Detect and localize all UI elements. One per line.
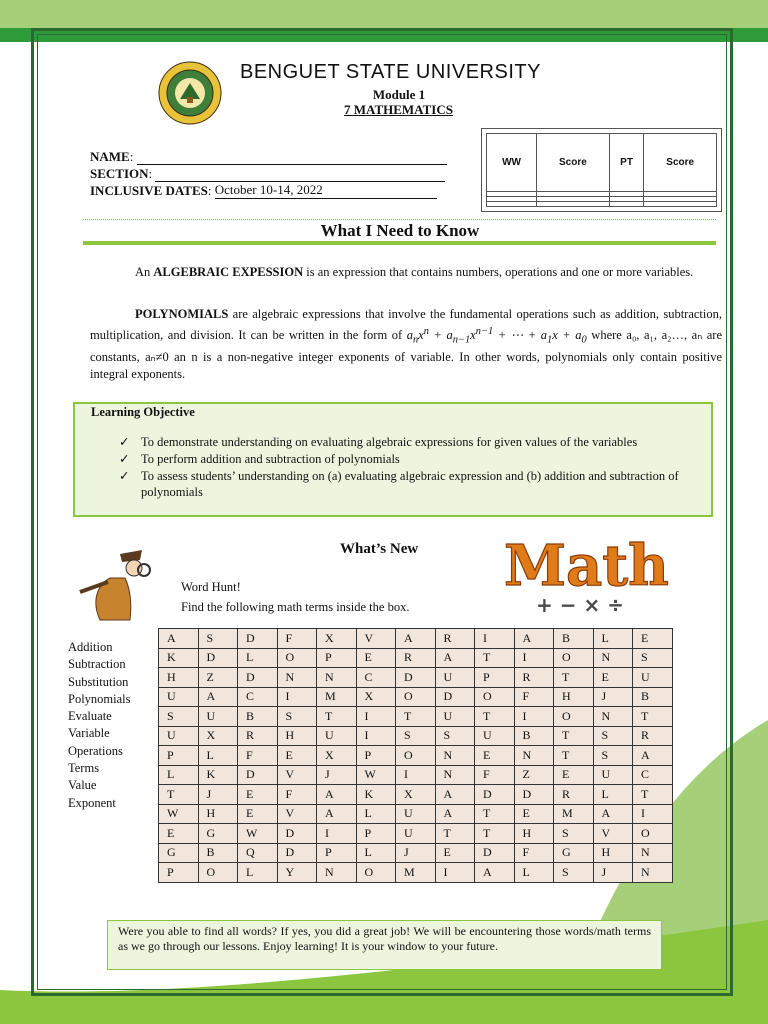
grid-letter-cell[interactable]: K [356, 785, 396, 805]
grid-letter-cell[interactable]: D [238, 668, 278, 688]
subject-label: 7 MATHEMATICS [344, 102, 453, 117]
learning-objective-title: Learning Objective [91, 405, 195, 419]
section-title-need-to-know: What I Need to Know [320, 221, 480, 240]
grid-letter-cell[interactable]: E [159, 824, 199, 844]
grid-letter-cell[interactable]: I [277, 687, 317, 707]
dates-value: October 10-14, 2022 [214, 182, 323, 197]
grid-letter-cell[interactable]: T [554, 668, 594, 688]
grid-letter-cell[interactable]: R [633, 726, 673, 746]
grid-letter-cell[interactable]: U [593, 765, 633, 785]
grid-letter-cell[interactable]: J [593, 863, 633, 883]
grid-letter-cell[interactable]: N [514, 746, 554, 766]
grid-letter-cell[interactable]: I [514, 648, 554, 668]
grid-letter-cell[interactable]: I [475, 629, 515, 649]
grid-letter-cell[interactable]: U [435, 668, 475, 688]
grid-letter-cell[interactable]: D [435, 687, 475, 707]
grid-row [159, 785, 673, 805]
grid-letter-cell[interactable]: S [435, 726, 475, 746]
score-cell[interactable] [644, 202, 717, 207]
university-seal-logo [158, 61, 222, 125]
grid-letter-cell[interactable]: V [356, 629, 396, 649]
grid-letter-cell[interactable]: I [435, 863, 475, 883]
grid-letter-cell[interactable]: A [317, 804, 357, 824]
grid-letter-cell[interactable]: F [238, 746, 278, 766]
score-header-score: Score [537, 134, 610, 192]
grid-letter-cell[interactable]: N [317, 668, 357, 688]
checkmark-icon: ✓ [119, 469, 130, 483]
grid-letter-cell[interactable]: S [593, 726, 633, 746]
grid-letter-cell[interactable]: F [514, 843, 554, 863]
grid-letter-cell[interactable]: A [475, 863, 515, 883]
grid-letter-cell[interactable]: T [554, 746, 594, 766]
grid-letter-cell[interactable]: T [317, 707, 357, 727]
grid-letter-cell[interactable]: S [554, 863, 594, 883]
grid-letter-cell[interactable]: D [475, 785, 515, 805]
word-hunt-label: Word Hunt! [181, 580, 241, 594]
grid-letter-cell[interactable]: M [396, 863, 436, 883]
grid-letter-cell[interactable]: L [238, 648, 278, 668]
grid-letter-cell[interactable]: L [593, 785, 633, 805]
score-cell[interactable] [609, 202, 644, 207]
name-label: NAME [90, 149, 130, 164]
grid-letter-cell[interactable]: Y [277, 863, 317, 883]
term-item: Variable [68, 726, 110, 741]
grid-letter-cell[interactable]: L [159, 765, 199, 785]
grid-letter-cell[interactable]: E [633, 629, 673, 649]
objective-item: ✓ To demonstrate understanding on evaluating algebraic expressions for given values of the variables [119, 435, 638, 449]
grid-letter-cell[interactable]: B [238, 707, 278, 727]
term-item: Operations [68, 743, 123, 758]
grid-letter-cell[interactable]: U [633, 668, 673, 688]
grid-letter-cell[interactable]: X [317, 746, 357, 766]
grid-letter-cell[interactable]: I [356, 707, 396, 727]
grid-letter-cell[interactable]: E [238, 804, 278, 824]
term-item: Substitution [68, 674, 129, 689]
grid-letter-cell[interactable]: A [435, 804, 475, 824]
closing-message-box [107, 920, 662, 970]
grid-letter-cell[interactable]: U [159, 726, 199, 746]
grid-letter-cell[interactable]: R [396, 648, 436, 668]
grid-letter-cell[interactable]: P [317, 648, 357, 668]
grid-letter-cell[interactable]: T [554, 726, 594, 746]
grid-letter-cell[interactable]: B [198, 843, 238, 863]
grid-letter-cell[interactable]: T [475, 707, 515, 727]
grid-letter-cell[interactable]: E [593, 668, 633, 688]
term-item: Terms [68, 761, 100, 776]
grid-letter-cell[interactable]: N [633, 843, 673, 863]
grid-letter-cell[interactable]: D [277, 824, 317, 844]
grid-letter-cell[interactable]: I [396, 765, 436, 785]
grid-letter-cell[interactable]: J [593, 687, 633, 707]
grid-letter-cell[interactable]: N [435, 765, 475, 785]
grid-letter-cell[interactable]: P [317, 843, 357, 863]
grid-letter-cell[interactable]: N [277, 668, 317, 688]
grid-letter-cell[interactable]: R [554, 785, 594, 805]
grid-letter-cell[interactable]: I [356, 726, 396, 746]
section-title-whats-new: What’s New [340, 541, 419, 557]
term-item: Subtraction [68, 657, 126, 672]
term-algebraic-expression: ALGEBRAIC EXPESSION [153, 265, 304, 279]
module-label: Module 1 [372, 87, 426, 102]
grid-letter-cell[interactable]: U [435, 707, 475, 727]
grid-letter-cell[interactable]: S [396, 726, 436, 746]
grid-row [159, 863, 673, 883]
grid-letter-cell[interactable]: P [159, 863, 199, 883]
grid-letter-cell[interactable]: D [198, 648, 238, 668]
grid-letter-cell[interactable]: Q [238, 843, 278, 863]
grid-letter-cell[interactable]: W [159, 804, 199, 824]
grid-letter-cell[interactable]: S [593, 746, 633, 766]
grid-row [159, 804, 673, 824]
grid-letter-cell[interactable]: F [277, 785, 317, 805]
grid-letter-cell[interactable]: U [198, 707, 238, 727]
grid-row [159, 687, 673, 707]
score-cell[interactable] [537, 202, 610, 207]
grid-letter-cell[interactable]: N [593, 707, 633, 727]
grid-letter-cell[interactable]: V [593, 824, 633, 844]
grid-letter-cell[interactable]: U [396, 804, 436, 824]
term-item: Addition [68, 640, 113, 654]
grid-letter-cell[interactable]: O [198, 863, 238, 883]
grid-letter-cell[interactable]: A [159, 629, 199, 649]
grid-letter-cell[interactable]: E [238, 785, 278, 805]
grid-letter-cell[interactable]: H [159, 668, 199, 688]
grid-letter-cell[interactable]: W [356, 765, 396, 785]
grid-letter-cell[interactable]: D [277, 843, 317, 863]
grid-letter-cell[interactable]: D [514, 785, 554, 805]
grid-row [159, 726, 673, 746]
grid-row [159, 824, 673, 844]
closing-message: Were you able to find all words? If yes, you did a great job! We will be encountering those words/math terms as we go through our lessons. Enjoy learning! It is your window to your future. [118, 924, 651, 953]
grid-letter-cell[interactable]: D [475, 843, 515, 863]
grid-letter-cell[interactable]: J [317, 765, 357, 785]
university-name: BENGUET STATE UNIVERSITY [240, 61, 541, 83]
grid-letter-cell[interactable]: P [356, 824, 396, 844]
score-header-ww: WW [487, 134, 537, 192]
learning-objective-box [73, 402, 713, 517]
math-word-art [500, 530, 710, 615]
grid-letter-cell[interactable]: O [633, 824, 673, 844]
grid-letter-cell[interactable]: U [317, 726, 357, 746]
grid-letter-cell[interactable]: U [159, 687, 199, 707]
grid-letter-cell[interactable]: G [159, 843, 199, 863]
grid-letter-cell[interactable]: R [238, 726, 278, 746]
green-divider [83, 241, 716, 245]
grid-letter-cell[interactable]: F [475, 765, 515, 785]
dates-label: INCLUSIVE DATES [90, 183, 208, 198]
grid-letter-cell[interactable]: C [356, 668, 396, 688]
grid-letter-cell[interactable]: N [317, 863, 357, 883]
grid-letter-cell[interactable]: A [593, 804, 633, 824]
grid-letter-cell[interactable]: H [514, 824, 554, 844]
score-header-pt: PT [609, 134, 644, 192]
grid-letter-cell[interactable]: T [633, 707, 673, 727]
grid-letter-cell[interactable]: T [435, 824, 475, 844]
grid-letter-cell[interactable]: O [396, 687, 436, 707]
grid-letter-cell[interactable]: O [356, 863, 396, 883]
grid-row [159, 668, 673, 688]
grid-letter-cell[interactable]: D [238, 629, 278, 649]
grid-letter-cell[interactable]: L [514, 863, 554, 883]
grid-letter-cell[interactable]: A [317, 785, 357, 805]
grid-letter-cell[interactable]: H [277, 726, 317, 746]
grid-letter-cell[interactable]: X [396, 785, 436, 805]
word-hunt-instruction: Find the following math terms inside the box. [181, 600, 410, 614]
detective-illustration [70, 548, 160, 623]
math-art-word: Math [504, 533, 669, 599]
grid-letter-cell[interactable]: B [554, 629, 594, 649]
grid-letter-cell[interactable]: O [554, 648, 594, 668]
grid-letter-cell[interactable]: I [514, 707, 554, 727]
polynomial-formula: $a_nx^n + a_{n-1}x^{n-1}$ + ⋯ + $a_1x + a_0$ [406, 326, 587, 346]
grid-letter-cell[interactable]: A [435, 785, 475, 805]
grid-letter-cell[interactable]: V [277, 765, 317, 785]
grid-letter-cell[interactable]: B [514, 726, 554, 746]
math-art-symbols: + − × ÷ [536, 593, 624, 615]
grid-letter-cell[interactable]: I [633, 804, 673, 824]
name-field[interactable]: NAME: [90, 149, 447, 165]
grid-letter-cell[interactable]: W [238, 824, 278, 844]
grid-row [159, 629, 673, 649]
grid-letter-cell[interactable]: E [277, 746, 317, 766]
grid-letter-cell[interactable]: C [238, 687, 278, 707]
section-field[interactable]: SECTION: [90, 166, 445, 182]
paragraph-polynomials: POLYNOMIALS are algebraic expressions that involve the fundamental operations such as addition, subtraction, multiplication, and division. It can be written in the form of $a_nx^n + a_{n-1}x^{n-1}$ + ⋯ + $a_1x + a_0$ where a₀, a₁, a₂…, aₙ are constants, aₙ≠0 an n is a non-negative integer exponents of variable. In other words, polynomials only contain positive integral exponents. [90, 307, 722, 381]
grid-letter-cell[interactable]: G [198, 824, 238, 844]
grid-letter-cell[interactable]: T [159, 785, 199, 805]
grid-letter-cell[interactable]: D [396, 668, 436, 688]
grid-letter-cell[interactable]: U [396, 824, 436, 844]
grid-letter-cell[interactable]: M [317, 687, 357, 707]
grid-letter-cell[interactable]: A [198, 687, 238, 707]
grid-letter-cell[interactable]: X [317, 629, 357, 649]
dotted-divider [83, 219, 716, 220]
grid-letter-cell[interactable]: A [435, 648, 475, 668]
grid-letter-cell[interactable]: Z [514, 765, 554, 785]
grid-letter-cell[interactable]: D [238, 765, 278, 785]
checkmark-icon: ✓ [119, 435, 130, 449]
objective-item: ✓ To assess students’ understanding on (a) evaluating algebraic expression and (b) addition and subtraction of polynomials [119, 469, 679, 499]
grid-letter-cell[interactable]: O [396, 746, 436, 766]
term-item: Polynomials [68, 691, 131, 706]
grid-letter-cell[interactable]: A [633, 746, 673, 766]
grid-letter-cell[interactable]: E [435, 843, 475, 863]
objective-list [119, 434, 709, 501]
grid-letter-cell[interactable]: H [593, 843, 633, 863]
grid-letter-cell[interactable]: P [475, 668, 515, 688]
grid-letter-cell[interactable]: O [475, 687, 515, 707]
grid-letter-cell[interactable]: I [317, 824, 357, 844]
grid-letter-cell[interactable]: T [396, 707, 436, 727]
term-item: Exponent [68, 795, 116, 810]
grid-letter-cell[interactable]: T [633, 785, 673, 805]
objective-item: ✓ To perform addition and subtraction of polynomials [119, 452, 400, 466]
grid-letter-cell[interactable]: T [475, 648, 515, 668]
section-label: SECTION [90, 166, 149, 181]
grid-row [159, 707, 673, 727]
score-header-score-2: Score [644, 134, 717, 192]
grid-letter-cell[interactable]: J [396, 843, 436, 863]
grid-letter-cell[interactable]: L [593, 629, 633, 649]
grid-letter-cell[interactable]: H [198, 804, 238, 824]
grid-letter-cell[interactable]: A [514, 629, 554, 649]
term-item: Evaluate [68, 709, 112, 724]
grid-letter-cell[interactable]: F [277, 629, 317, 649]
grid-letter-cell[interactable]: T [475, 804, 515, 824]
grid-letter-cell[interactable]: S [633, 648, 673, 668]
grid-letter-cell[interactable]: P [356, 746, 396, 766]
grid-letter-cell[interactable]: N [435, 746, 475, 766]
grid-letter-cell[interactable]: C [633, 765, 673, 785]
grid-letter-cell[interactable]: R [514, 668, 554, 688]
grid-letter-cell[interactable]: X [198, 726, 238, 746]
grid-letter-cell[interactable]: H [554, 687, 594, 707]
grid-row [159, 765, 673, 785]
grid-letter-cell[interactable]: K [198, 765, 238, 785]
grid-row [159, 843, 673, 863]
grid-letter-cell[interactable]: S [198, 629, 238, 649]
grid-letter-cell[interactable]: A [396, 629, 436, 649]
grid-letter-cell[interactable]: R [435, 629, 475, 649]
paragraph-algebraic-expression: An ALGEBRAIC EXPESSION is an expression that contains numbers, operations and one or more variables. [135, 265, 694, 279]
grid-letter-cell[interactable]: E [356, 648, 396, 668]
grid-letter-cell[interactable]: S [159, 707, 199, 727]
grid-letter-cell[interactable]: L [356, 843, 396, 863]
search-terms-list [68, 639, 158, 812]
grid-letter-cell[interactable]: S [277, 707, 317, 727]
grid-letter-cell[interactable]: B [633, 687, 673, 707]
grid-letter-cell[interactable]: J [198, 785, 238, 805]
grid-letter-cell[interactable]: O [554, 707, 594, 727]
grid-letter-cell[interactable]: V [277, 804, 317, 824]
grid-letter-cell[interactable]: M [554, 804, 594, 824]
checkmark-icon: ✓ [119, 452, 130, 466]
grid-letter-cell[interactable]: U [475, 726, 515, 746]
score-table [481, 128, 722, 212]
grid-letter-cell[interactable]: L [356, 804, 396, 824]
grid-letter-cell[interactable]: L [238, 863, 278, 883]
grid-letter-cell[interactable]: N [593, 648, 633, 668]
grid-letter-cell[interactable]: O [277, 648, 317, 668]
term-polynomials: POLYNOMIALS [135, 307, 229, 321]
grid-letter-cell[interactable]: L [198, 746, 238, 766]
grid-letter-cell[interactable]: T [475, 824, 515, 844]
dates-field: INCLUSIVE DATES: October 10-14, 2022 [90, 182, 437, 199]
grid-letter-cell[interactable]: N [633, 863, 673, 883]
term-item: Value [68, 778, 97, 793]
grid-letter-cell[interactable]: Z [198, 668, 238, 688]
grid-letter-cell[interactable]: S [554, 824, 594, 844]
score-cell[interactable] [487, 202, 537, 207]
grid-letter-cell[interactable]: P [159, 746, 199, 766]
grid-letter-cell[interactable]: E [475, 746, 515, 766]
grid-letter-cell[interactable]: K [159, 648, 199, 668]
word-search-grid [158, 628, 673, 883]
grid-letter-cell[interactable]: F [514, 687, 554, 707]
grid-row [159, 746, 673, 766]
grid-letter-cell[interactable]: E [554, 765, 594, 785]
grid-letter-cell[interactable]: G [554, 843, 594, 863]
grid-letter-cell[interactable]: X [356, 687, 396, 707]
grid-letter-cell[interactable]: E [514, 804, 554, 824]
grid-row [159, 648, 673, 668]
